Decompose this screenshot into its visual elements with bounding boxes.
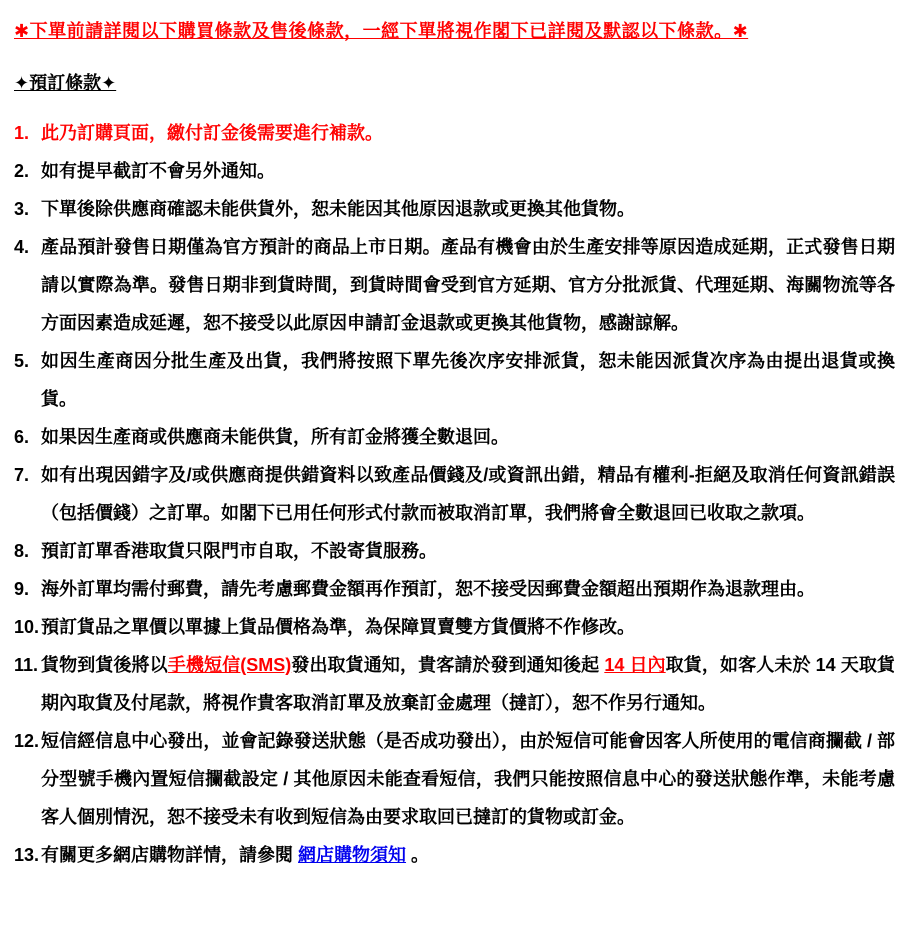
term-text-segment: 如有提早截訂不會另外通知。 — [41, 161, 275, 181]
term-text-segment: 取貨，如客人未於 14 天取貨期內取貨及付尾款，將視作貴客取消訂單及放棄訂金處理（撻訂），恕不作另行通知。 — [41, 655, 896, 713]
term-text — [41, 532, 895, 570]
term-item-10 — [14, 608, 895, 646]
term-number: 1. — [14, 123, 30, 143]
term-text — [41, 646, 895, 722]
term-number: 9. — [14, 579, 30, 599]
store-shopping-guide-link[interactable]: 網店購物須知 — [298, 845, 407, 865]
preorder-terms-heading: ✦預訂條款✦ — [14, 73, 117, 93]
term-item-9 — [14, 570, 895, 608]
term-number: 6. — [14, 427, 30, 447]
term-text-segment: 如果因生產商或供應商未能供貨，所有訂金將獲全數退回。 — [41, 427, 509, 447]
term-text-segment: 產品預計發售日期僅為官方預計的商品上市日期。產品有機會由於生產安排等原因造成延期，正式發售日期請以實際為準。發售日期非到貨時間，到貨時間會受到官方延期、官方分批派貨、代理延期、海關物流等各方面因素造成延遲，恕不接受以此原因申請訂金退款或更換其他貨物，感謝諒解。 — [41, 237, 895, 333]
term-number: 12. — [14, 731, 40, 751]
term-text — [41, 456, 895, 532]
term-text — [41, 114, 895, 152]
term-text — [41, 836, 895, 874]
term-text — [41, 152, 895, 190]
term-number: 10. — [14, 617, 40, 637]
term-text-segment: 預訂貨品之單價以單據上貨品價格為準，為保障買賣雙方貨價將不作修改。 — [41, 617, 636, 637]
term-text-segment: 此乃訂購頁面，繳付訂金後需要進行補款。 — [41, 123, 383, 143]
term-text-segment: 。 — [406, 845, 430, 865]
term-item-7 — [14, 456, 895, 532]
term-text-segment: 發出取貨通知，貴客請於發到通知後起 — [291, 655, 605, 675]
term-item-13 — [14, 836, 895, 874]
term-text — [41, 190, 895, 228]
term-number: 3. — [14, 199, 30, 219]
term-item-12 — [14, 722, 895, 836]
sms-highlight: 手機短信(SMS) — [167, 655, 292, 675]
term-item-1 — [14, 114, 895, 152]
term-item-2 — [14, 152, 895, 190]
term-item-3 — [14, 190, 895, 228]
term-text-segment: 如因生產商因分批生產及出貨，我們將按照下單先後次序安排派貨，恕未能因派貨次序為由提出退貨或換貨。 — [41, 351, 895, 409]
term-text-segment: 貨物到貨後將以 — [41, 655, 168, 675]
term-text-segment: 預訂訂單香港取貨只限門市自取，不設寄貨服務。 — [41, 541, 437, 561]
term-item-8 — [14, 532, 895, 570]
term-text — [41, 722, 895, 836]
term-text-segment: 短信經信息中心發出，並會記錄發送狀態（是否成功發出），由於短信可能會因客人所使用的電信商攔截 / 部分型號手機內置短信攔截設定 / 其他原因未能查看短信，我們只能按照信息中心的發送狀態作準，未能考慮客人個別情況，恕不接受未有收到短信為由要求取回已撻訂的貨物或訂金。 — [41, 731, 895, 827]
term-item-5 — [14, 342, 895, 418]
14-days-highlight: 14 日內 — [604, 655, 666, 675]
term-text-segment: 如有出現因錯字及/或供應商提供錯資料以致產品價錢及/或資訊出錯，精品有權利-拒絕及取消任何資訊錯誤（包括價錢）之訂單。如閣下已用任何形式付款而被取消訂單，我們將會全數退回已收取之款項。 — [41, 465, 895, 523]
term-text — [41, 342, 895, 418]
term-item-6 — [14, 418, 895, 456]
term-number: 2. — [14, 161, 30, 181]
term-text — [41, 608, 895, 646]
term-item-4 — [14, 228, 895, 342]
term-text — [41, 418, 895, 456]
term-item-11 — [14, 646, 895, 722]
term-number: 13. — [14, 845, 40, 865]
page-title: ✱下單前請詳閱以下購買條款及售後條款，一經下單將視作閣下已詳閱及默認以下條款。✱ — [14, 21, 749, 41]
term-text-segment: 下單後除供應商確認未能供貨外，恕未能因其他原因退款或更換其他貨物。 — [41, 199, 635, 219]
term-text-segment: 海外訂單均需付郵費，請先考慮郵費金額再作預訂，恕不接受因郵費金額超出預期作為退款理由。 — [41, 579, 815, 599]
terms-list — [14, 114, 895, 874]
term-number: 8. — [14, 541, 30, 561]
term-text — [41, 228, 895, 342]
term-number: 4. — [14, 237, 30, 257]
term-number: 5. — [14, 351, 30, 371]
term-text-segment: 有關更多網店購物詳情，請參閱 — [41, 845, 299, 865]
term-number: 7. — [14, 465, 30, 485]
term-number: 11. — [14, 655, 39, 675]
term-text — [41, 570, 895, 608]
